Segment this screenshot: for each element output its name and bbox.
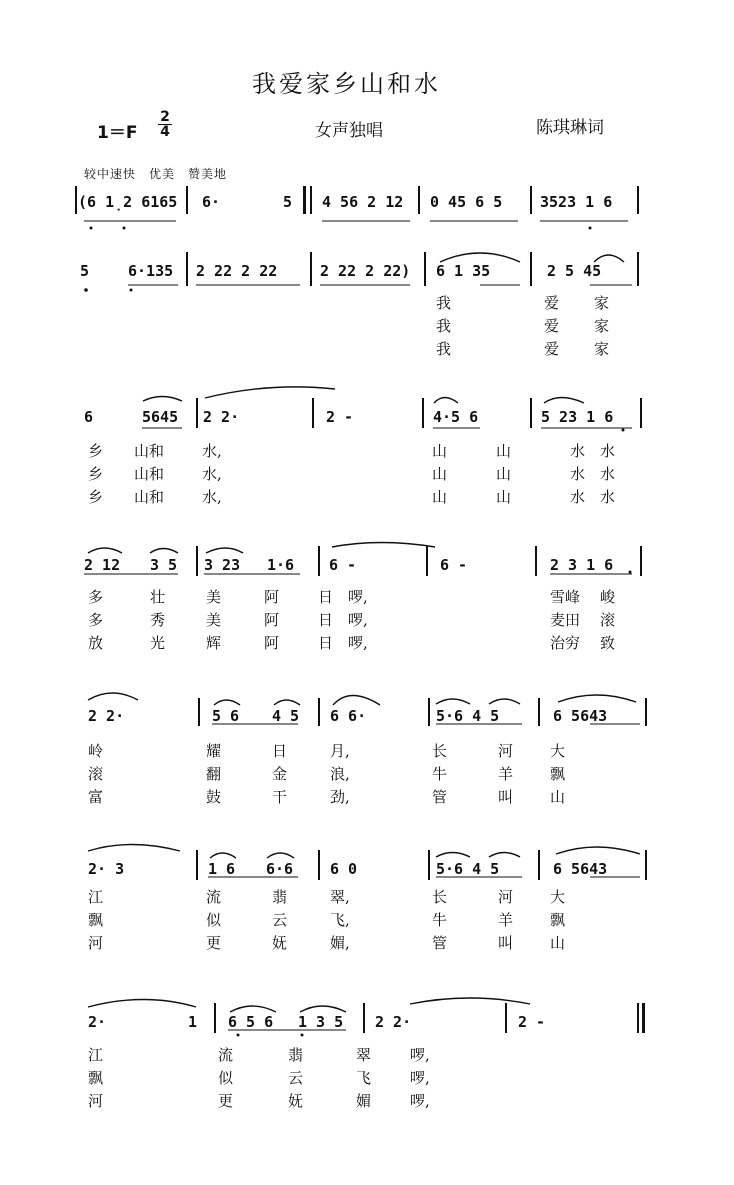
lyric-syllable: 月, [330,742,350,760]
lyric-syllable: 秀 [150,611,166,629]
lyric-syllable: 似 [218,1069,234,1087]
notation-measure: 6 - [440,556,468,574]
page-title: 我爱家乡山和水 [252,70,441,98]
notation-measure: 2 22 2 22 [196,262,278,280]
barline [645,850,647,880]
notation-measure: 3 5 [150,556,178,574]
lyric-syllable: 山 [496,465,512,483]
lyric-syllable: 山 [432,465,448,483]
lyric-syllable: 山 [550,934,566,952]
lyric-syllable: 啰, [410,1069,430,1087]
barline [198,698,200,726]
lyric-syllable: 叫 [498,934,514,952]
lyric-syllable: 山和 [134,465,165,483]
lyric-syllable: 叫 [498,788,514,806]
lyric-syllable: 水, [202,488,222,506]
barline [310,186,312,214]
barline [505,1003,507,1033]
lyric-syllable: 啰, [348,611,368,629]
notation-measure: 3 23 [204,556,241,574]
lyric-syllable: 更 [206,934,222,952]
notation-measure: 3523 1 6 [540,193,613,211]
lyric-syllable: 金 [272,765,288,783]
lyric-syllable: 爱 [544,340,560,358]
notation-measure: 6 6· [330,707,367,725]
barline [428,698,430,726]
lyric-syllable: 我 [436,340,452,358]
notation-measure: 1 3 5 [298,1013,344,1031]
lyric-syllable: 阿 [264,611,280,629]
barline [428,850,430,880]
time-signature: 2 4 [158,110,172,139]
notation-measure: 2 2· [375,1013,412,1031]
lyric-syllable: 我 [436,294,452,312]
lyric-syllable: 羊 [498,765,514,783]
barline [426,546,428,576]
lyric-syllable: 啰, [348,588,368,606]
barline [318,546,320,576]
lyric-syllable: 多 [88,588,104,606]
notation-measure: 5 [80,262,90,280]
lyric-syllable: 河 [498,742,514,760]
lyric-syllable: 阿 [264,588,280,606]
notation-measure: 2 - [326,408,354,426]
lyric-syllable: 水 [600,442,616,460]
lyric-syllable: 岭 [88,742,104,760]
lyric-syllable: 爱 [544,317,560,335]
lyric-syllable: 河 [88,1092,104,1110]
lyric-syllable: 妩 [288,1092,304,1110]
lyric-syllable: 长 [432,888,448,906]
lyric-syllable: 治穷 [550,634,581,652]
lyric-syllable: 啰, [410,1092,430,1110]
barline [418,186,420,214]
lyric-syllable: 牛 [432,911,448,929]
notation-measure: 5645 [142,408,179,426]
notation-measure: 6·6 [266,860,294,878]
lyric-syllable: 耀 [206,742,222,760]
notation-measure: 6 1 35 [436,262,491,280]
lyric-syllable: 山 [496,488,512,506]
lyric-syllable: 日 [318,634,334,652]
lyric-syllable: 翠, [330,888,350,906]
notation-measure: 2 12 [84,556,121,574]
notation-measure: 5 6 [212,707,240,725]
lyric-syllable: 家 [594,294,610,312]
notation-measure: (6 1̣2 6165 [78,193,178,211]
barline [538,698,540,726]
lyric-syllable: 河 [498,888,514,906]
lyric-syllable: 长 [432,742,448,760]
lyric-syllable: 媚 [356,1092,372,1110]
lyric-syllable: 光 [150,634,166,652]
performance-type: 女声独唱 [315,121,383,141]
lyric-syllable: 山和 [134,488,165,506]
notation-measure: 6 5643 [553,860,608,878]
barline [640,546,642,576]
lyricist-credit: 陈琪琳词 [536,118,604,138]
lyric-syllable: 河 [88,934,104,952]
lyric-syllable: 翡 [272,888,288,906]
lyric-syllable: 富 [88,788,104,806]
lyric-syllable: 乡 [88,488,104,506]
lyric-syllable: 辉 [206,634,222,652]
lyric-syllable: 啰, [348,634,368,652]
lyric-syllable: 水 [600,488,616,506]
lyric-syllable: 滚 [600,611,616,629]
notation-measure: 2 3 1 6 [550,556,614,574]
lyric-syllable: 爱 [544,294,560,312]
lyric-syllable: 雪峰 [550,588,581,606]
barline [424,252,426,286]
lyric-syllable: 乡 [88,442,104,460]
lyric-syllable: 似 [206,911,222,929]
lyric-syllable: 日 [318,611,334,629]
lyric-syllable: 美 [206,611,222,629]
barline [318,850,320,880]
barline [640,398,642,428]
lyric-syllable: 飞 [356,1069,372,1087]
lyric-syllable: 飘 [550,765,566,783]
key-signature: 1＝F [97,123,138,143]
lyric-syllable: 乡 [88,465,104,483]
lyric-syllable: 家 [594,317,610,335]
lyric-syllable: 我 [436,317,452,335]
barline [530,398,532,428]
lyric-syllable: 水 [600,465,616,483]
lyric-syllable: 羊 [498,911,514,929]
lyric-syllable: 更 [218,1092,234,1110]
barline [363,1003,365,1033]
barline [530,252,532,286]
barline [318,698,320,726]
lyric-syllable: 山 [496,442,512,460]
notation-measure: 6 5 6 [228,1013,274,1031]
lyric-syllable: 家 [594,340,610,358]
lyric-syllable: 水 [570,442,586,460]
notation-measure: 1 6 [208,860,236,878]
notation-measure: 2 - [518,1013,546,1031]
tempo-marking: 较中速快 优美 赞美地 [84,167,228,181]
notation-measure: 6· [202,193,221,211]
lyric-syllable: 水, [202,442,222,460]
lyric-syllable: 飞, [330,911,350,929]
lyric-syllable: 劲, [330,788,350,806]
lyric-syllable: 水 [570,465,586,483]
lyric-syllable: 日 [318,588,334,606]
lyric-syllable: 云 [288,1069,304,1087]
lyric-syllable: 致 [600,634,616,652]
barline [637,252,639,286]
notation-measure: 5·6 4 5 [436,707,500,725]
lyric-syllable: 流 [206,888,222,906]
notation-measure: 5 [283,193,293,211]
notation-measure: 5·6 4 5 [436,860,500,878]
lyric-syllable: 浪, [330,765,350,783]
lyric-syllable: 大 [550,742,566,760]
notation-measure: 6 0 [330,860,358,878]
barline [645,698,647,726]
lyric-syllable: 鼓 [206,788,222,806]
lyric-syllable: 妩 [272,934,288,952]
notation-measure: 2· 3 [88,860,125,878]
lyric-syllable: 山和 [134,442,165,460]
notation-measure: 1 [188,1013,198,1031]
notation-measure: 4 5 [272,707,300,725]
barline [310,252,312,286]
lyric-syllable: 江 [88,1046,104,1064]
barline [214,1003,216,1033]
lyric-syllable: 飘 [550,911,566,929]
lyric-syllable: 麦田 [550,611,581,629]
lyric-syllable: 翻 [206,765,222,783]
notation-measure: 6 [84,408,94,426]
lyric-syllable: 阿 [264,634,280,652]
lyric-syllable: 飘 [88,1069,104,1087]
lyric-syllable: 啰, [410,1046,430,1064]
lyric-syllable: 多 [88,611,104,629]
notation-measure: 4·5 6 [433,408,479,426]
notation-measure: 2· [88,1013,107,1031]
lyric-syllable: 日 [272,742,288,760]
notation-measure: 6 5643 [553,707,608,725]
notation-measure: 2 22 2 22) [320,262,411,280]
notation-measure: 1·6 [267,556,295,574]
lyric-syllable: 管 [432,934,448,952]
barline [312,398,314,428]
lyric-syllable: 美 [206,588,222,606]
lyric-syllable: 飘 [88,911,104,929]
lyric-syllable: 云 [272,911,288,929]
barline [530,186,532,214]
notation-measure: 6 - [329,556,357,574]
notation-measure: 6·135 [128,262,174,280]
lyric-syllable: 大 [550,888,566,906]
lyric-syllable: 水, [202,465,222,483]
lyric-syllable: 流 [218,1046,234,1064]
lyric-syllable: 管 [432,788,448,806]
lyric-syllable: 牛 [432,765,448,783]
lyric-syllable: 放 [88,634,104,652]
final-repeat-barline [642,1003,645,1033]
barline [637,186,639,214]
barline [538,850,540,880]
lyric-syllable: 水 [570,488,586,506]
notation-measure: 5 23 1 6 [541,408,614,426]
notation-measure: 2 5 45 [547,262,602,280]
lyric-syllable: 翡 [288,1046,304,1064]
barline [535,546,537,576]
notation-measure: 2 2· [88,707,125,725]
barline [186,186,188,214]
barline [422,398,424,428]
notation-measure: 0 45 6 5 [430,193,503,211]
lyric-syllable: 峻 [600,588,616,606]
lyric-syllable: 壮 [150,588,166,606]
lyric-syllable: 山 [550,788,566,806]
lyric-syllable: 山 [432,442,448,460]
lyric-syllable: 干 [272,788,288,806]
lyric-syllable: 山 [432,488,448,506]
barline [75,186,77,214]
lyric-syllable: 江 [88,888,104,906]
notation-measure: 4 56 2 12 [322,193,404,211]
lyric-syllable: 滚 [88,765,104,783]
barline [637,1003,639,1033]
repeat-barline [303,186,306,214]
barline [196,546,198,576]
barline [186,252,188,286]
lyric-syllable: 翠 [356,1046,372,1064]
barline [196,850,198,880]
notation-measure: 2 2· [203,408,240,426]
barline [196,398,198,428]
lyric-syllable: 媚, [330,934,350,952]
